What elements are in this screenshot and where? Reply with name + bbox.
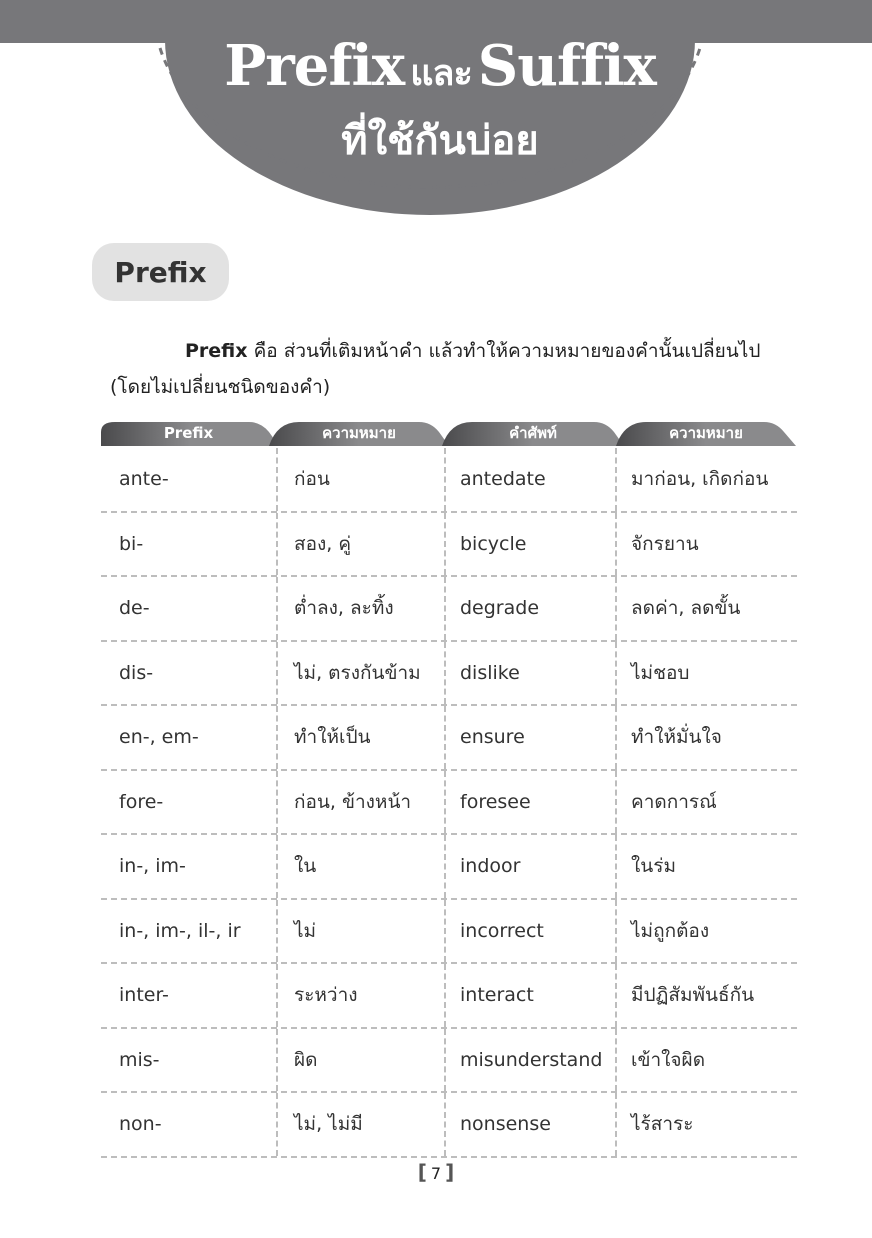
cell-prefix: dis- xyxy=(119,661,154,684)
cell-word-meaning: มาก่อน, เกิดก่อน xyxy=(615,448,775,511)
header-tab-meaning-2 xyxy=(616,420,796,446)
cell-prefix: ante- xyxy=(119,468,169,491)
cell-word-meaning: ไม่ถูกต้อง xyxy=(615,900,775,963)
cell-word-meaning: ลดค่า, ลดขั้น xyxy=(615,577,775,640)
table-row xyxy=(101,448,797,513)
header-tab-meaning xyxy=(269,420,449,446)
cell-prefix: de- xyxy=(119,597,150,620)
cell-prefix: in-, im-, il-, ir xyxy=(119,919,241,942)
cell-word-meaning: ทำให้มั่นใจ xyxy=(615,706,775,769)
cell-prefix-meaning: ผิด xyxy=(276,1029,444,1092)
table-row xyxy=(101,706,797,771)
cell-prefix: in-, im- xyxy=(119,855,186,878)
header-tab-prefix xyxy=(101,420,276,446)
cell-prefix: bi- xyxy=(119,532,144,555)
cell-prefix-meaning: ก่อน xyxy=(276,448,444,511)
cell-prefix-meaning: ไม่, ไม่มี xyxy=(276,1093,444,1156)
header-tab-vocabulary xyxy=(442,420,624,446)
cell-prefix: fore- xyxy=(119,790,164,813)
cell-word-meaning: เข้าใจผิด xyxy=(615,1029,775,1092)
cell-word: nonsense xyxy=(444,1093,615,1156)
cell-word: misunderstand xyxy=(444,1029,615,1092)
bracket-open: [ xyxy=(417,1160,427,1184)
table-row xyxy=(101,513,797,578)
cell-prefix-meaning: ต่ำลง, ละทิ้ง xyxy=(276,577,444,640)
table-row xyxy=(101,577,797,642)
cell-word-meaning: คาดการณ์ xyxy=(615,771,775,834)
table-row xyxy=(101,1093,797,1158)
banner-title-connector: และ xyxy=(410,53,472,94)
cell-word-meaning: มีปฏิสัมพันธ์กัน xyxy=(615,964,775,1027)
cell-word: indoor xyxy=(444,835,615,898)
cell-word: foresee xyxy=(444,771,615,834)
table-row xyxy=(101,964,797,1029)
header-vocabulary-label: คำศัพท์ xyxy=(509,424,557,442)
header-meaning2-label: ความหมาย xyxy=(669,424,743,442)
banner-title-prefix: Prefix xyxy=(224,33,405,99)
banner-title-suffix: Suffix xyxy=(477,33,656,99)
header-meaning-label: ความหมาย xyxy=(322,424,396,442)
cell-word-meaning: ไม่ชอบ xyxy=(615,642,775,705)
cell-prefix-meaning: ทำให้เป็น xyxy=(276,706,444,769)
section-heading-prefix: Prefix xyxy=(92,243,229,301)
bracket-close: ] xyxy=(445,1160,455,1184)
cell-prefix-meaning: ไม่ xyxy=(276,900,444,963)
cell-prefix-meaning: ใน xyxy=(276,835,444,898)
intro-paragraph xyxy=(110,333,775,405)
table-header xyxy=(101,420,797,448)
table-row xyxy=(101,900,797,965)
banner-subtitle: ที่ใช้กันบ่อย xyxy=(341,118,539,164)
cell-prefix-meaning: ไม่, ตรงกันข้าม xyxy=(276,642,444,705)
table-row xyxy=(101,1029,797,1094)
cell-word: interact xyxy=(444,964,615,1027)
cell-word: bicycle xyxy=(444,513,615,576)
cell-word: antedate xyxy=(444,448,615,511)
cell-prefix: inter- xyxy=(119,984,169,1007)
cell-prefix: non- xyxy=(119,1113,162,1136)
cell-prefix: en-, em- xyxy=(119,726,199,749)
table-row xyxy=(101,835,797,900)
prefix-table xyxy=(101,420,797,1158)
cell-word: ensure xyxy=(444,706,615,769)
cell-word: incorrect xyxy=(444,900,615,963)
header-prefix-label: Prefix xyxy=(163,424,214,442)
cell-word: degrade xyxy=(444,577,615,640)
cell-prefix-meaning: ระหว่าง xyxy=(276,964,444,1027)
table-row xyxy=(101,771,797,836)
intro-text: คือ ส่วนที่เติมหน้าคำ แล้วทำให้ความหมายของคำนั้นเปลี่ยนไป (โดยไม่เปลี่ยนชนิดของคำ) xyxy=(110,340,761,398)
cell-word: dislike xyxy=(444,642,615,705)
cell-word-meaning: จักรยาน xyxy=(615,513,775,576)
cell-prefix: mis- xyxy=(119,1048,160,1071)
intro-term: Prefix xyxy=(185,340,248,362)
page-number-value: 7 xyxy=(430,1164,442,1183)
cell-word-meaning: ไร้สาระ xyxy=(615,1093,775,1156)
cell-prefix-meaning: ก่อน, ข้างหน้า xyxy=(276,771,444,834)
cell-word-meaning: ในร่ม xyxy=(615,835,775,898)
page-number xyxy=(0,1160,872,1184)
banner-title xyxy=(160,34,720,106)
table-row xyxy=(101,642,797,707)
cell-prefix-meaning: สอง, คู่ xyxy=(276,513,444,576)
